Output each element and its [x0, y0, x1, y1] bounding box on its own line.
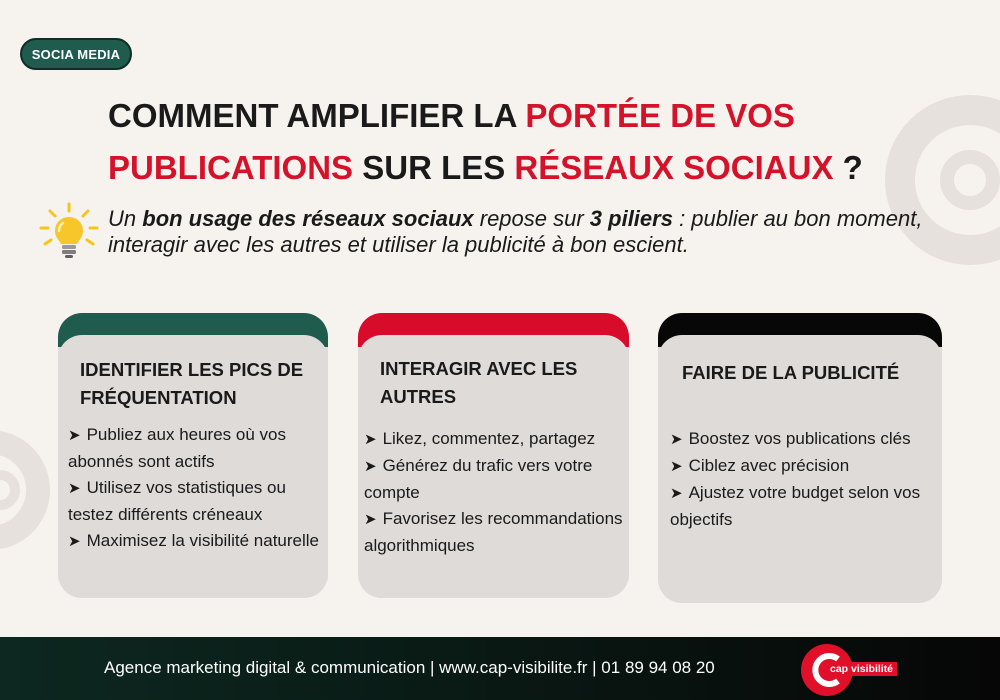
- title-highlight: RÉSEAUX SOCIAUX: [514, 149, 834, 186]
- card-title: FAIRE DE LA PUBLICITÉ: [682, 362, 900, 383]
- arrow-right-icon: ➤: [68, 480, 81, 497]
- list-item-text: Favorisez les recommandations algorithmiques: [364, 509, 623, 555]
- arrow-right-icon: ➤: [364, 431, 377, 448]
- title-part: COMMENT AMPLIFIER LA: [108, 97, 526, 134]
- card-title: INTERAGIR AVEC LES AUTRES: [380, 358, 578, 407]
- intro-part: : publier au bon moment, interagir avec les autres et utiliser la publicité à bon escient.: [108, 206, 923, 257]
- lightbulb-icon: [36, 200, 102, 266]
- intro-emphasis: 3 piliers: [589, 206, 673, 231]
- arrow-right-icon: ➤: [68, 427, 81, 444]
- list-item: [364, 453, 626, 506]
- list-item-text: Ajustez votre budget selon vos objectifs: [670, 483, 921, 529]
- arrow-right-icon: ➤: [670, 458, 683, 475]
- card-list: [68, 422, 326, 555]
- list-item-text: Maximisez la visibilité naturelle: [86, 531, 319, 550]
- footer: [0, 637, 1000, 700]
- list-item-text: Publiez aux heures où vos abonnés sont actifs: [68, 425, 286, 471]
- list-item: [670, 453, 936, 480]
- pillar-card-frequentation: [58, 313, 328, 598]
- list-item: [364, 506, 626, 559]
- list-item: [670, 426, 936, 453]
- card-title: IDENTIFIER LES PICS DE FRÉQUENTATION: [80, 359, 304, 408]
- arrow-right-icon: ➤: [670, 431, 683, 448]
- page-title: [108, 90, 898, 194]
- title-part: SUR LES: [353, 149, 515, 186]
- list-item-text: Ciblez avec précision: [688, 456, 850, 475]
- pillar-card-interagir: [358, 313, 629, 598]
- category-badge: SOCIA MEDIA: [20, 38, 132, 70]
- list-item: [68, 422, 326, 475]
- decorative-ring: [940, 150, 1000, 210]
- intro-part: repose sur: [473, 206, 590, 231]
- logo-text: cap visibilité: [826, 662, 897, 676]
- list-item-text: Boostez vos publications clés: [688, 429, 911, 448]
- list-item: [364, 426, 626, 453]
- list-item: [670, 480, 936, 533]
- list-item-text: Likez, commentez, partagez: [382, 429, 596, 448]
- arrow-right-icon: ➤: [68, 533, 81, 550]
- list-item-text: Générez du trafic vers votre compte: [364, 456, 593, 502]
- title-highlight: PORTÉE DE VOS PUBLICATIONS: [108, 97, 795, 186]
- card-list: [364, 426, 626, 559]
- card-list: [670, 426, 936, 533]
- list-item: [68, 528, 326, 555]
- footer-contact-text: Agence marketing digital & communication | www.cap-visibilite.fr | 01 89 94 08 20: [104, 658, 715, 677]
- title-part: ?: [833, 149, 863, 186]
- arrow-right-icon: ➤: [670, 485, 683, 502]
- intro-part: Un: [108, 206, 143, 231]
- cap-visibilite-logo: [800, 643, 910, 697]
- list-item-text: Utilisez vos statistiques ou testez différents créneaux: [68, 478, 286, 524]
- arrow-right-icon: ➤: [364, 458, 377, 475]
- list-item: [68, 475, 326, 528]
- arrow-right-icon: ➤: [364, 511, 377, 528]
- intro-text: [108, 206, 968, 258]
- pillar-card-publicite: [658, 313, 942, 603]
- intro-emphasis: bon usage des réseaux sociaux: [142, 206, 474, 231]
